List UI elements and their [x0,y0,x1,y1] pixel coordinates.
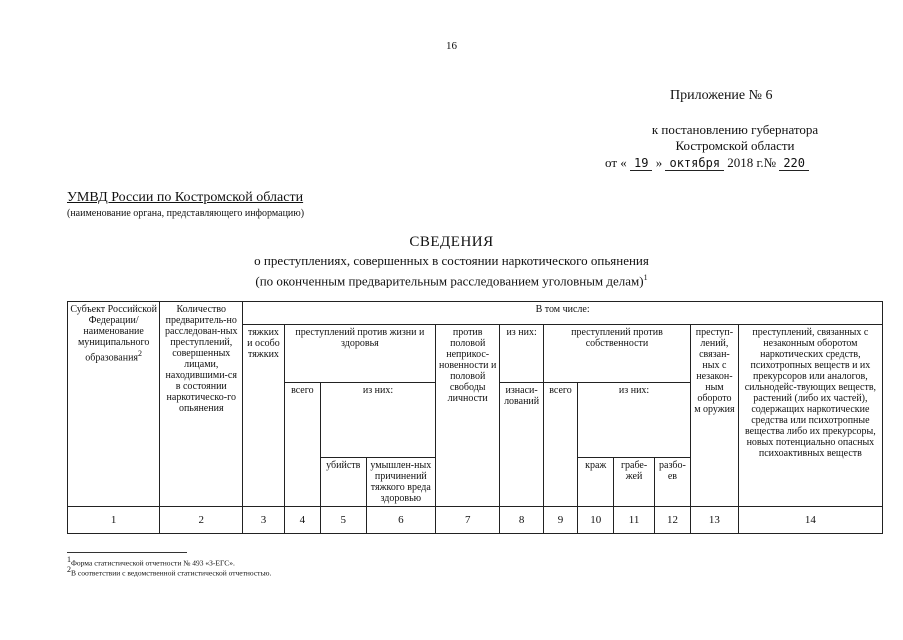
header-subject: Субъект Российской Федерации/ наименование муниципального образования$^2$ [68,302,160,507]
statistics-table [67,301,883,534]
page-number: 16 [446,40,457,52]
column-number: 1 [68,507,160,534]
column-number: 13 [691,507,739,534]
document-subtitle [0,252,903,289]
header-property: преступлений против собственности [543,325,690,383]
header-drugs: преступлений, связанных с незаконным оборотом наркотических средств, психотропных веществ и их прекурсоров или аналогов, сильнодейс-твующих веществ, растений (либо их частей), содержащих наркотические средства или психотропные вещества либо их прекурсоры, новых потенциально опасных психоактивных веществ [738,325,882,507]
header-theft: краж [578,458,614,507]
decree-line-1: к постановлению губернатора [651,122,819,137]
column-number: 14 [738,507,882,534]
header-sexual-freedom: против половой неприкос-новенности и половой свободы личности [436,325,500,507]
column-number: 9 [543,507,577,534]
header-life-health: преступлений против жизни и здоровья [284,325,435,383]
date-month: октября [665,156,724,171]
subtitle-line-1: о преступлениях, совершенных в состоянии наркотического опьянения [254,253,649,268]
decree-line-2: Костромской области [675,138,795,153]
column-number: 12 [654,507,690,534]
column-number: 5 [320,507,366,534]
header-murders: убийств [320,458,366,507]
column-number: 4 [284,507,320,534]
date-prefix: от « [605,155,627,170]
organization-hint: (наименование органа, представляющего информацию) [67,208,305,219]
subtitle-line-2: (по оконченным предварительным расследованием уголовным делам)$^1$ [255,273,648,289]
header-weapons: преступ-лений, связан-ных с незакон-ным оборото м оружия [691,325,739,507]
footnote-divider [67,552,187,553]
column-number: 10 [578,507,614,534]
header-robbery: грабе-жей [614,458,654,507]
decree-date-line [605,155,809,171]
annex-label: Приложение № 6 [670,88,773,103]
header-rape: изнаси-лований [500,382,544,507]
header-grave: тяжких и особо тяжких [243,325,284,507]
column-number: 8 [500,507,544,534]
header-of-them-life: из них: [320,382,435,458]
date-mid: » [655,155,663,170]
decree-number: 220 [779,156,809,171]
header-grievous-harm: умышлен-ных причинений тяжкого вреда здоровью [366,458,435,507]
column-number: 6 [366,507,435,534]
document-title: СВЕДЕНИЯ [409,234,494,250]
header-total-life: всего [284,382,320,507]
date-day: 19 [630,156,652,171]
footnote-2: $^2$В соответствии с ведомственной статистической отчетностью. [67,565,272,578]
header-in-total: В том числе: [243,302,883,325]
header-of-them-rape: из них: [500,325,544,383]
column-number: 2 [160,507,243,534]
header-brigandage: разбо-ев [654,458,690,507]
date-year: 2018 г.№ [727,155,777,170]
footnote-1: $^1$Форма статистической отчетности № 493 «З-ЕГС». [67,555,235,568]
organization-name: УМВД России по Костромской области [67,190,304,205]
column-number: 3 [243,507,284,534]
header-total-property: всего [543,382,577,507]
column-number: 11 [614,507,654,534]
decree-reference [610,122,860,154]
column-number: 7 [436,507,500,534]
header-investigated-count: Количество предваритель-но расследован-ных преступлений, совершенных лицами, находившими-ся в состоянии наркотическо-го опьянения [160,302,243,507]
header-of-them-property: из них: [578,382,691,458]
